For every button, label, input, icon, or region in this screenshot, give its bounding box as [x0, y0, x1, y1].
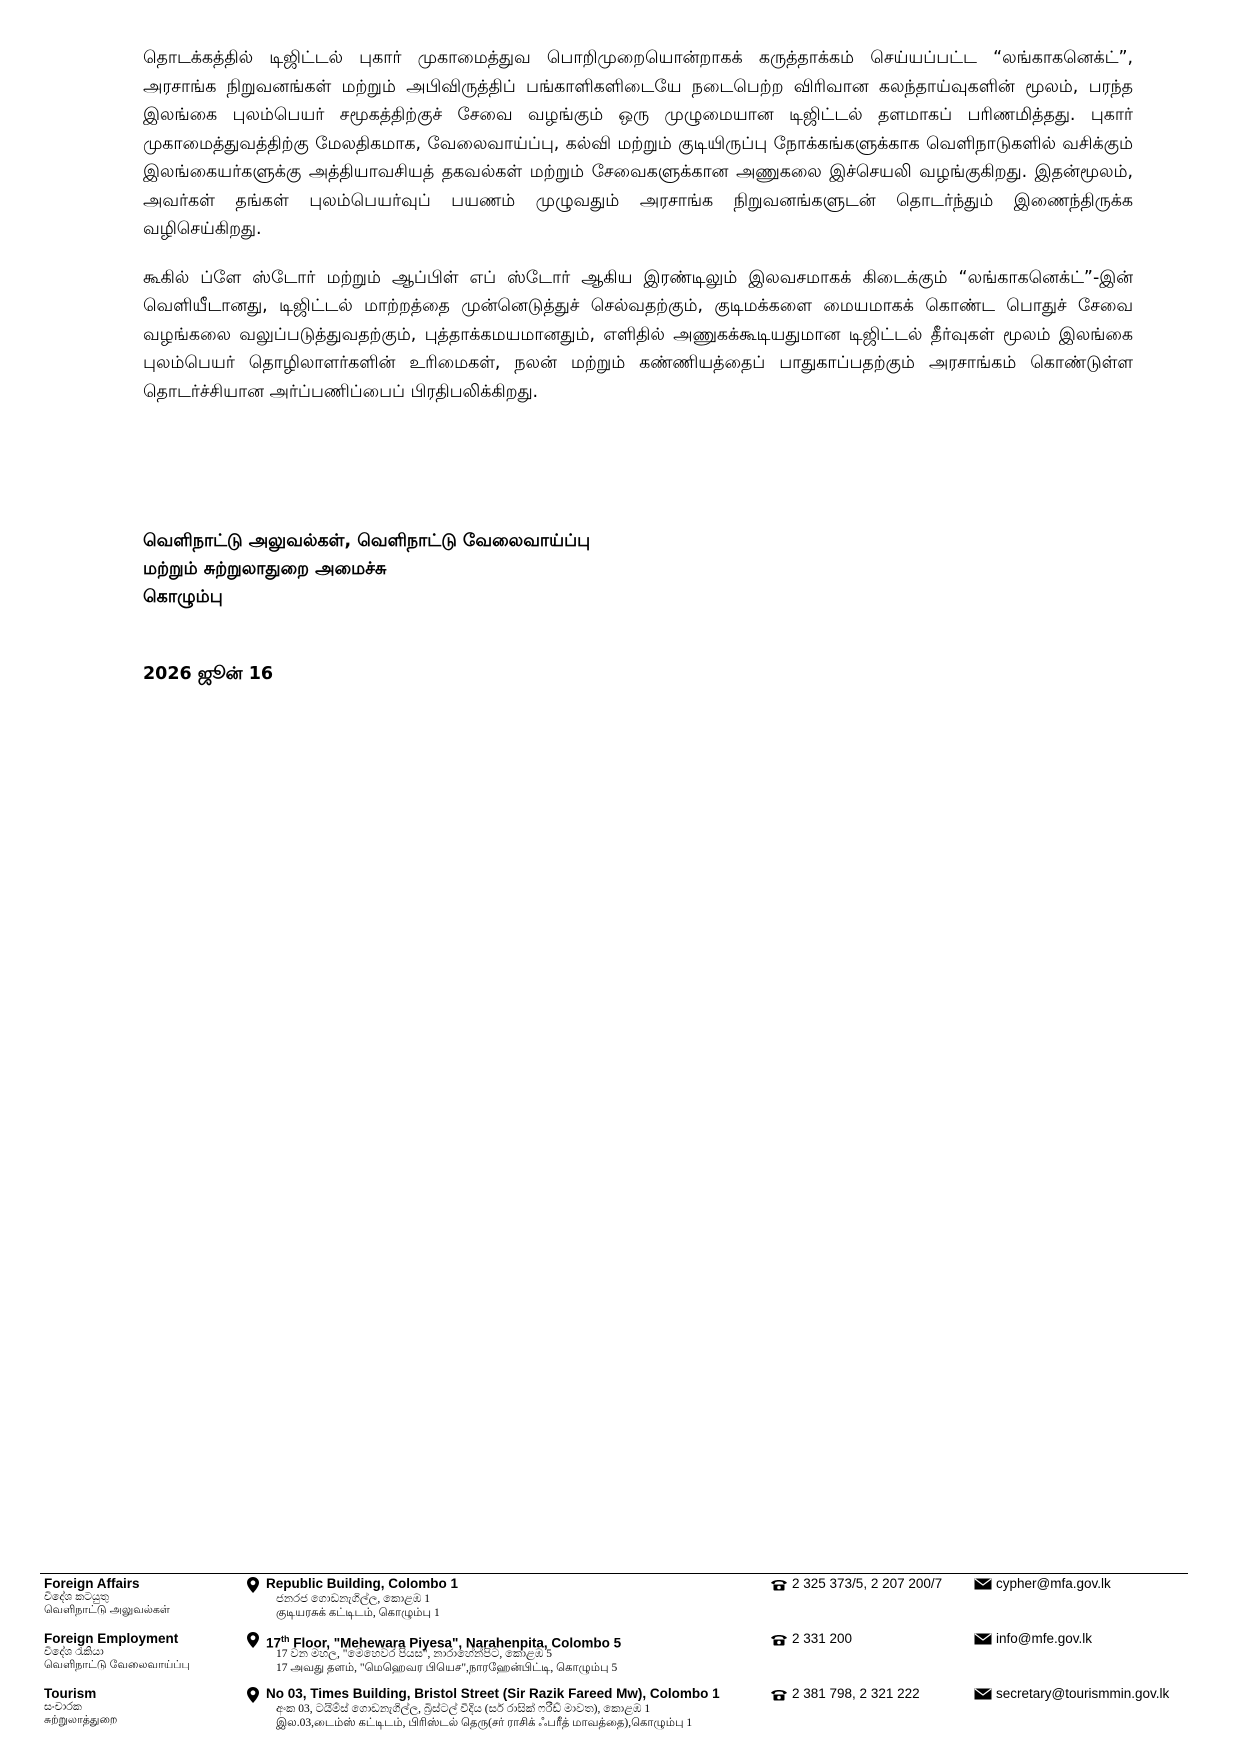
department-name-en: Tourism [44, 1686, 97, 1701]
email-address[interactable]: secretary@tourismmin.gov.lk [996, 1686, 1170, 1701]
phone-number: 2 381 798, 2 321 222 [792, 1686, 920, 1701]
phone-number: 2 325 373/5, 2 207 200/7 [792, 1576, 943, 1591]
address-en: Republic Building, Colombo 1 [266, 1576, 458, 1591]
phone [770, 1576, 942, 1592]
paragraph-2: கூகில் ப்ளே ஸ்டோர் மற்றும் ஆப்பிள் எப் ஸ்டோர் ஆகிய இரண்டிலும் இலவசமாகக் கிடைக்கும் “லங்காகனெக்ட்”-இன் வெளியீடானது, டிஜிட்டல் மாற்றத்தை முன்னெடுத்துச் செல்வதற்கும், குடிமக்களை மையமாகக் கொண்ட பொதுச் சேவை வழங்கலை வலுப்படுத்துவதற்கும், புத்தாக்கமயமானதும், எளிதில் அணுகக்கூடியதுமான டிஜிட்டல் தீர்வுகள் மூலம் இலங்கை புலம்பெயர் தொழிலாளர்களின் உரிமைகள், நலன் மற்றும் கண்ணியத்தைப் பாதுகாப்பதற்கும் அரசாங்கம் கொண்டுள்ள தொடர்ச்சியான அர்ப்பணிப்பைப் பிரதிபலிக்கிறது. [143, 267, 1133, 402]
signature-line-1: வெளிநாட்டு அலுவல்கள், வெளிநாட்டு வேலைவாய்ப்பு [143, 531, 591, 551]
document-date: 2026 ஜூன் 16 [143, 664, 274, 684]
paragraph-1: தொடக்கத்தில் டிஜிட்டல் புகார் முகாமைத்துவ பொறிமுறையொன்றாகக் கருத்தாக்கம் செய்யப்பட்ட “லங்காகனெக்ட்”, அரசாங்க நிறுவனங்கள் மற்றும் அபிவிருத்திப் பங்காளிகளிடையே நடைபெற்ற விரிவான கலந்தாய்வுகளின் மூலம், பரந்த இலங்கை புலம்பெயர் சமூகத்திற்குச் சேவை வழங்கும் ஒரு முழுமையான டிஜிட்டல் தளமாகப் பரிணமித்தது. புகார் முகாமைத்துவத்திற்கு மேலதிகமாக, வேலைவாய்ப்பு, கல்வி மற்றும் குடியிருப்பு நோக்கங்களுக்காக வெளிநாடுகளில் வசிக்கும் இலங்கையர்களுக்கு அத்தியாவசியத் தகவல்கள் மற்றும் சேவைகளுக்கான அணுகலை இச்செயலி வழங்குகிறது. இதன்மூலம், அவர்கள் தங்கள் புலம்பெயர்வுப் பயணம் முழுவதும் அரசாங்க நிறுவனங்களுடன் தொடர்ந்தும் இணைந்திருக்க வழிசெய்கிறது. [143, 48, 1133, 239]
map-pin-icon [246, 1576, 260, 1594]
department-name-en: Foreign Affairs [44, 1576, 140, 1591]
department [44, 1631, 244, 1672]
map-pin-icon [246, 1686, 260, 1704]
department-name-ta: வெளிநாட்டு அலுவல்கள் [44, 1604, 170, 1616]
envelope-icon [974, 1633, 992, 1645]
department-name-ta: சுற்றுலாத்துறை [44, 1714, 118, 1726]
department [44, 1686, 244, 1727]
address-en: No 03, Times Building, Bristol Street (Sir Razik Fareed Mw), Colombo 1 [266, 1686, 720, 1701]
map-pin-icon [246, 1631, 260, 1649]
department-name-en: Foreign Employment [44, 1631, 179, 1646]
department-name-si: විදේශ කටයුතු [44, 1591, 109, 1603]
address-si: 17 වන මහල, "මෙහෙවර පියස", නාරාහේන්පිට, කොළඹ 5 [276, 1648, 552, 1660]
address-si: ජනරජ ගොඩනැගිල්ල, කොළඹ 1 [276, 1593, 431, 1605]
footer-divider [40, 1573, 1188, 1574]
address-ta: 17 அவது தளம், "மெஹெவர பியெச",நாரஹேன்பிட்டி, கொழும்பு 5 [276, 1662, 618, 1674]
phone-number: 2 331 200 [792, 1631, 853, 1646]
email [974, 1576, 1111, 1592]
telephone-icon [770, 1633, 788, 1646]
email-address[interactable]: info@mfe.gov.lk [996, 1631, 1092, 1646]
signature-line-3: கொழும்பு [143, 587, 223, 607]
department-name-si: සංචාරක [44, 1701, 82, 1713]
floor-ordinal: th [281, 1634, 290, 1644]
address-ta: குடியரசுக் கட்டிடம், கொழும்பு 1 [276, 1607, 440, 1619]
address-ta: இல.03,டைம்ஸ் கட்டிடம், பிரிஸ்டல் தெரு(சர் ராசிக் ஃபரீத் மாவத்தை),கொழும்பு 1 [276, 1717, 693, 1729]
envelope-icon [974, 1688, 992, 1700]
department-name-ta: வெளிநாட்டு வேலைவாய்ப்பு [44, 1659, 190, 1671]
phone [770, 1631, 852, 1647]
floor-number: 17 [266, 1635, 282, 1651]
body-text [143, 44, 1133, 406]
email [974, 1631, 1092, 1647]
envelope-icon [974, 1578, 992, 1590]
address-si: අංක 03, ටයිම්ස් ගොඩනැගිල්ල, බ්‍රිස්ටල් වීදිය (සර් රාසික් ෆරීඩ් මාවත), කොළඹ 1 [276, 1703, 651, 1715]
department-name-si: විදේශ රැකියා [44, 1646, 104, 1658]
telephone-icon [770, 1688, 788, 1701]
signature-line-2: மற்றும் சுற்றுலாதுறை அமைச்சு [143, 559, 387, 579]
signature-block [143, 527, 590, 611]
email-address[interactable]: cypher@mfa.gov.lk [996, 1576, 1111, 1591]
department [44, 1576, 244, 1617]
telephone-icon [770, 1578, 788, 1591]
email [974, 1686, 1169, 1702]
phone [770, 1686, 920, 1702]
address-en-rest: Floor, "Mehewara Piyesa", Narahenpita, Colombo 5 [289, 1635, 622, 1651]
